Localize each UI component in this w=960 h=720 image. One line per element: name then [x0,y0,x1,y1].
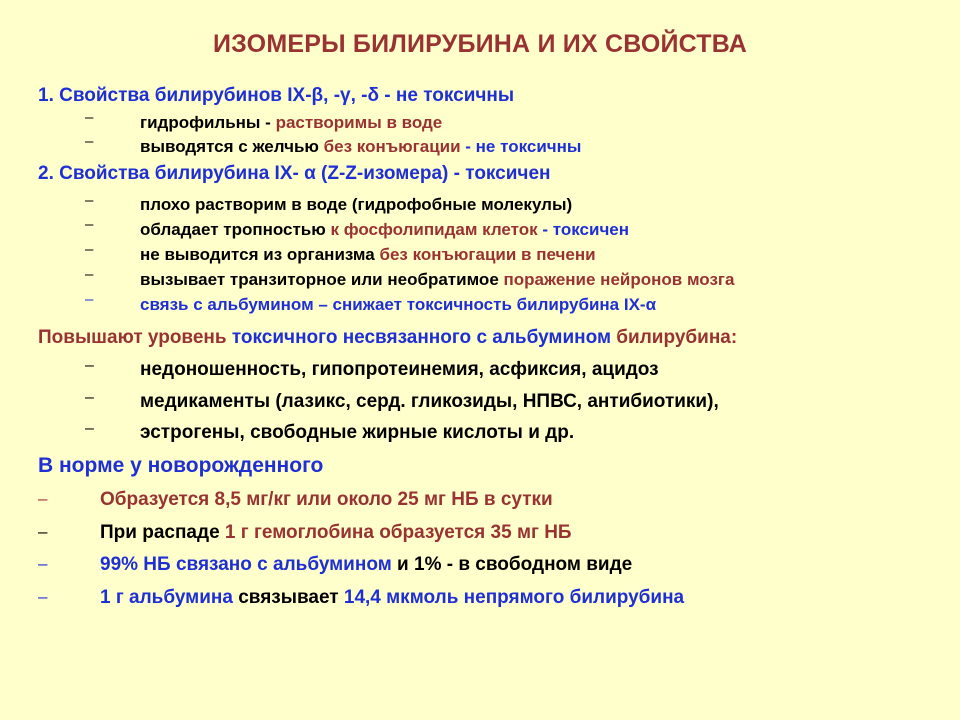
bullet-dash: – [38,522,48,541]
section-4-heading-text: В норме у новорожденного [38,454,324,477]
item-text: недоношенность, гипопротеинемия, асфиксия, ацидоз [140,359,659,380]
section-3-heading-text: Повышают уровень [38,327,227,348]
item-text: гидрофильны - [140,113,271,132]
item-highlight: без конъюгации в печени [374,245,596,264]
item-text: При распаде [100,522,220,543]
item-highlight: 1 г гемоглобина образуется 35 мг НБ [219,522,572,543]
section-3-item-2 [140,391,719,413]
bullet-dash: – [85,357,94,374]
bullet-dash: – [85,389,94,406]
section-4-item-1 [100,489,553,511]
bullet-dash: – [85,109,94,126]
bullet-dash: – [85,266,94,283]
item-text: 1 г альбумина [100,587,233,608]
bullet-dash: – [85,192,94,209]
bullet-dash: – [38,587,48,606]
section-4-item-3 [100,554,632,576]
section-4-item-2 [100,522,572,544]
section-2-item-5 [140,295,656,315]
section-2-heading-text: 2. Свойства билирубина IX- α (Z-Z-изомера) - токсичен [38,163,551,184]
section-1-item-1 [140,113,442,133]
item-tail: 14,4 мкмоль непрямого билирубина [338,587,685,608]
section-3-heading-highlight: токсичного несвязанного с альбумином [226,327,612,348]
item-text: эстрогены, свободные жирные кислоты и др. [140,422,575,443]
item-text: вызывает транзиторное или необратимое [140,270,499,289]
item-text: Образуется 8,5 мг/кг или около 25 мг НБ в сутки [100,489,553,510]
item-highlight: к фосфолипидам клеток [325,220,538,239]
bullet-dash: – [85,241,94,258]
bullet-dash: – [38,554,48,573]
item-text: не выводится из организма [140,245,375,264]
section-1-heading-text: 1. Свойства билирубинов IX-β, -γ, -δ [38,85,379,106]
section-3-heading-tail: билирубина: [611,327,738,348]
item-middle: связывает [232,587,339,608]
item-text: плохо растворим в воде (гидрофобные молекулы) [140,195,573,214]
section-2-item-3 [140,245,596,265]
item-text: обладает тропностью [140,220,326,239]
item-text: медикаменты (лазикс, серд. гликозиды, НПВС, антибиотики), [140,391,719,412]
item-tail: - токсичен [537,220,630,239]
section-1-heading [38,85,514,107]
slide-title: ИЗОМЕРЫ БИЛИРУБИНА И ИХ СВОЙСТВА [212,30,748,58]
section-1-item-2 [140,137,581,157]
section-3-item-3 [140,422,574,444]
section-2-heading [38,163,551,185]
bullet-dash: – [85,291,94,308]
bullet-dash: – [85,133,94,150]
section-2-item-1 [140,195,572,215]
item-text: связь с альбумином – снижает токсичность билирубина IX-α [140,295,657,314]
bullet-dash: – [85,420,94,437]
section-4-item-4 [100,587,684,609]
section-2-item-2 [140,220,629,240]
bullet-dash: – [38,489,48,508]
section-4-heading [38,454,323,478]
item-highlight: поражение нейронов мозга [498,270,735,289]
item-tail: и 1% - в свободном виде [391,554,633,575]
item-highlight: без конъюгации [318,137,461,156]
section-3-item-1 [140,359,659,381]
item-highlight: растворимы в воде [270,113,443,132]
item-tail: - не токсичны [460,137,582,156]
bullet-dash: – [85,216,94,233]
item-text: выводятся с желчью [140,137,319,156]
item-text: 99% НБ связано с альбумином [100,554,392,575]
section-3-heading [38,327,737,349]
section-2-item-4 [140,270,734,290]
section-1-heading-tail: - не токсичны [379,85,515,106]
